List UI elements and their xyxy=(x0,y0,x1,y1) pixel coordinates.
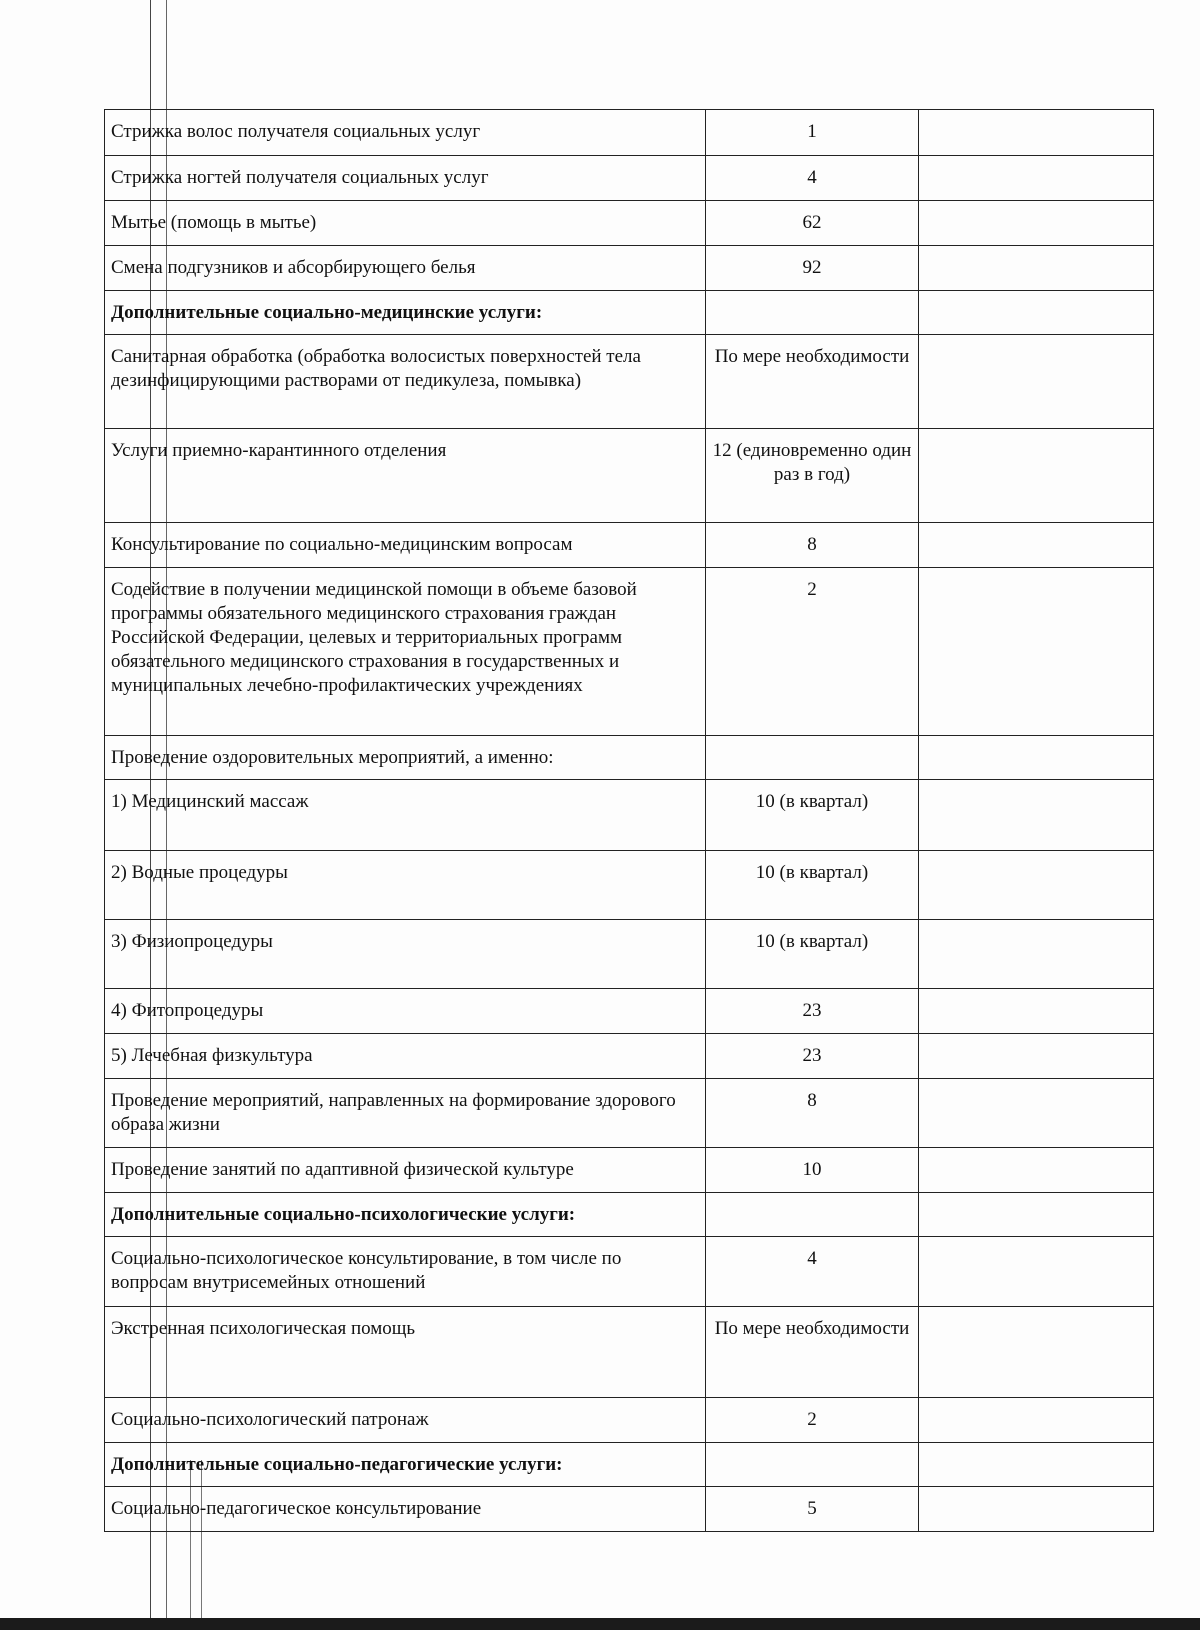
table-row xyxy=(105,851,1154,920)
empty-cell xyxy=(919,1398,1154,1443)
service-quantity: По мере необходимости xyxy=(706,335,919,429)
empty-cell xyxy=(919,1237,1154,1307)
table-row xyxy=(105,920,1154,989)
empty-cell xyxy=(919,246,1154,291)
empty-cell xyxy=(919,989,1154,1034)
service-quantity: 2 xyxy=(706,568,919,736)
section-title: Дополнительные социально-педагогические услуги: xyxy=(105,1443,706,1487)
empty-cell xyxy=(919,1307,1154,1398)
service-name: Стрижка ногтей получателя социальных услуг xyxy=(105,156,706,201)
empty-cell xyxy=(919,429,1154,523)
service-name: Проведение занятий по адаптивной физической культуре xyxy=(105,1148,706,1193)
section-title: Дополнительные социально-психологические услуги: xyxy=(105,1193,706,1237)
service-quantity: 8 xyxy=(706,1079,919,1148)
service-name: Санитарная обработка (обработка волосистых поверхностей тела дезинфицирующими растворами от педикулеза, помывка) xyxy=(105,335,706,429)
table-row xyxy=(105,523,1154,568)
service-quantity xyxy=(706,1193,919,1237)
service-name: Социально-психологическое консультирование, в том числе по вопросам внутрисемейных отношений xyxy=(105,1237,706,1307)
service-name: Социально-психологический патронаж xyxy=(105,1398,706,1443)
services-table-body xyxy=(105,110,1154,1532)
service-quantity: 10 (в квартал) xyxy=(706,780,919,851)
empty-cell xyxy=(919,1148,1154,1193)
empty-cell xyxy=(919,1443,1154,1487)
table-row xyxy=(105,1148,1154,1193)
service-quantity: По мере необходимости xyxy=(706,1307,919,1398)
service-quantity: 23 xyxy=(706,989,919,1034)
table-row xyxy=(105,156,1154,201)
empty-cell xyxy=(919,1079,1154,1148)
service-name: 1) Медицинский массаж xyxy=(105,780,706,851)
service-name: Стрижка волос получателя социальных услуг xyxy=(105,110,706,156)
service-quantity: 8 xyxy=(706,523,919,568)
table-row xyxy=(105,335,1154,429)
services-table xyxy=(104,109,1154,1532)
empty-cell xyxy=(919,1034,1154,1079)
scan-bottom-edge xyxy=(0,1618,1200,1630)
empty-cell xyxy=(919,736,1154,780)
empty-cell xyxy=(919,920,1154,989)
service-quantity: 10 (в квартал) xyxy=(706,851,919,920)
service-quantity: 4 xyxy=(706,156,919,201)
service-name: 3) Физиопроцедуры xyxy=(105,920,706,989)
service-quantity: 5 xyxy=(706,1487,919,1532)
service-quantity xyxy=(706,736,919,780)
service-name: 5) Лечебная физкультура xyxy=(105,1034,706,1079)
table-row xyxy=(105,568,1154,736)
table-row xyxy=(105,1237,1154,1307)
table-row xyxy=(105,1034,1154,1079)
table-row xyxy=(105,736,1154,780)
service-quantity: 62 xyxy=(706,201,919,246)
service-quantity: 23 xyxy=(706,1034,919,1079)
service-name: Социально-педагогическое консультирование xyxy=(105,1487,706,1532)
service-name: Проведение оздоровительных мероприятий, а именно: xyxy=(105,736,706,780)
table-row xyxy=(105,1079,1154,1148)
service-quantity: 4 xyxy=(706,1237,919,1307)
service-name: Смена подгузников и абсорбирующего белья xyxy=(105,246,706,291)
empty-cell xyxy=(919,780,1154,851)
empty-cell xyxy=(919,523,1154,568)
empty-cell xyxy=(919,568,1154,736)
service-name: 4) Фитопроцедуры xyxy=(105,989,706,1034)
section-header-row xyxy=(105,1443,1154,1487)
table-row xyxy=(105,780,1154,851)
empty-cell xyxy=(919,1487,1154,1532)
table-row xyxy=(105,1487,1154,1532)
table-row xyxy=(105,246,1154,291)
empty-cell xyxy=(919,851,1154,920)
service-quantity: 2 xyxy=(706,1398,919,1443)
section-header-row xyxy=(105,291,1154,335)
table-row xyxy=(105,110,1154,156)
empty-cell xyxy=(919,1193,1154,1237)
section-title: Дополнительные социально-медицинские услуги: xyxy=(105,291,706,335)
service-name: Мытье (помощь в мытье) xyxy=(105,201,706,246)
service-quantity: 12 (единовременно один раз в год) xyxy=(706,429,919,523)
service-name: Содействие в получении медицинской помощи в объеме базовой программы обязательного медицинского страхования граждан Российской Федерации, целевых и территориальных программ обязательного медицинского страхования в государственных и муниципальных лечебно-профилактических учреждениях xyxy=(105,568,706,736)
service-name: Экстренная психологическая помощь xyxy=(105,1307,706,1398)
service-quantity xyxy=(706,291,919,335)
service-quantity xyxy=(706,1443,919,1487)
table-row xyxy=(105,429,1154,523)
service-name: Услуги приемно-карантинного отделения xyxy=(105,429,706,523)
empty-cell xyxy=(919,201,1154,246)
service-quantity: 10 (в квартал) xyxy=(706,920,919,989)
table-row xyxy=(105,989,1154,1034)
table-row xyxy=(105,201,1154,246)
section-header-row xyxy=(105,1193,1154,1237)
empty-cell xyxy=(919,291,1154,335)
service-quantity: 92 xyxy=(706,246,919,291)
empty-cell xyxy=(919,156,1154,201)
service-name: 2) Водные процедуры xyxy=(105,851,706,920)
service-quantity: 1 xyxy=(706,110,919,156)
service-name: Консультирование по социально-медицинским вопросам xyxy=(105,523,706,568)
table-row xyxy=(105,1307,1154,1398)
service-quantity: 10 xyxy=(706,1148,919,1193)
service-name: Проведение мероприятий, направленных на формирование здорового образа жизни xyxy=(105,1079,706,1148)
empty-cell xyxy=(919,110,1154,156)
table-row xyxy=(105,1398,1154,1443)
empty-cell xyxy=(919,335,1154,429)
